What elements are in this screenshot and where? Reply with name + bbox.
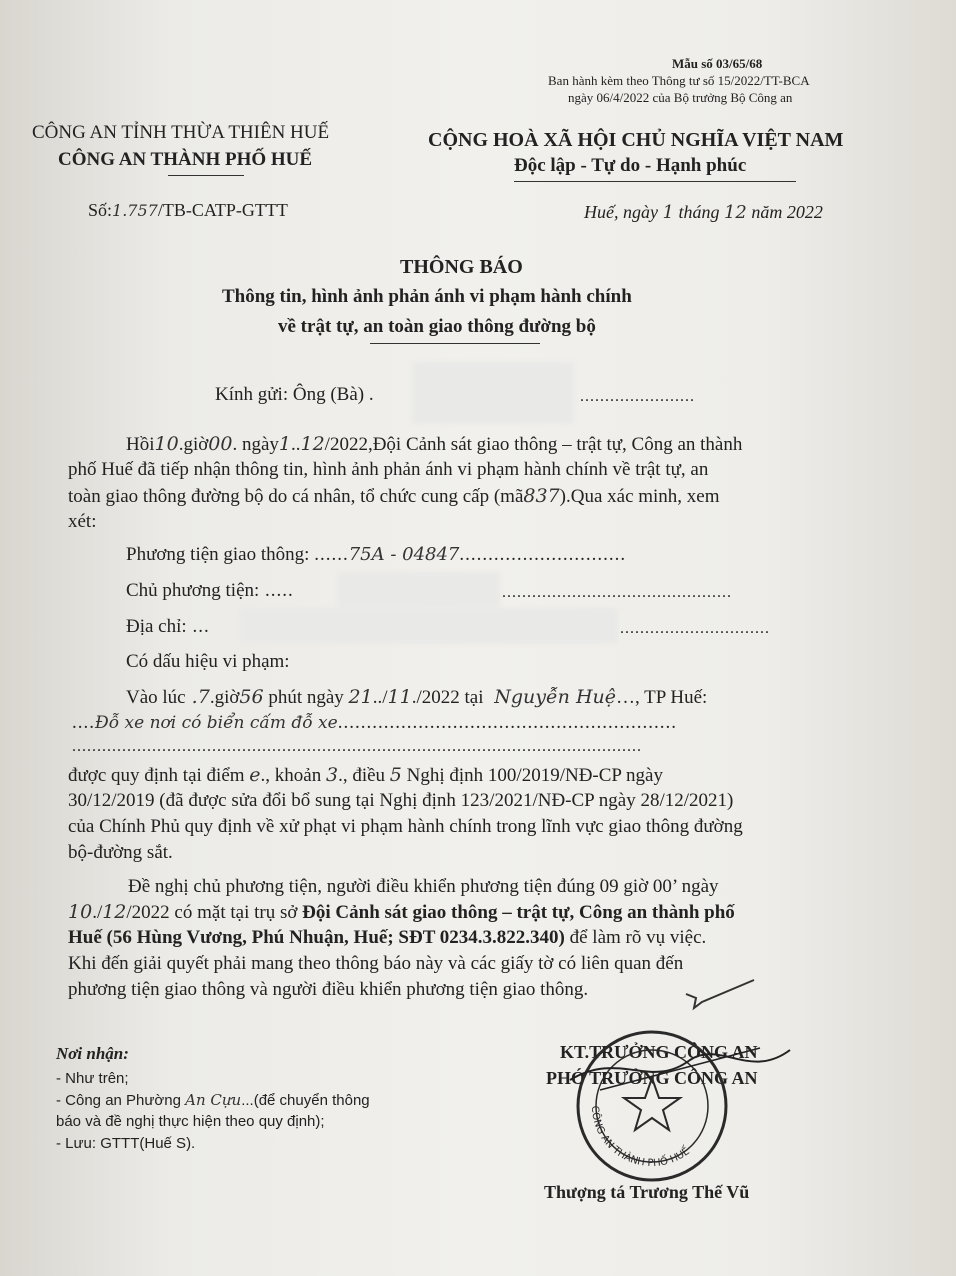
owner-dots: .............................................. [502, 584, 732, 601]
recipient-2-cont: báo và đề nghị thực hiện theo quy định); [56, 1113, 325, 1130]
motto-underline [514, 181, 796, 182]
recipient-2: - Công an Phường An Cựu...(để chuyển thông [56, 1091, 370, 1109]
form-issued-date: ngày 06/4/2022 của Bộ trưởng Bộ Công an [568, 90, 793, 105]
document-number: Số:1.757/TB-CATP-GTTT [88, 200, 288, 220]
document-subtitle-1: Thông tin, hình ảnh phản ánh vi phạm hành chính [222, 286, 632, 307]
violation-blank-line: .................................................................................................................. [72, 738, 642, 755]
vehicle-line: Phương tiện giao thông: ......75A - 04847............................. [126, 544, 627, 565]
owner-label: Chủ phương tiện: ..... [126, 580, 294, 601]
request-line5: phương tiện giao thông và người điều khiển phương tiện giao thông. [68, 979, 589, 1000]
svg-text:CÔNG AN THÀNH PHỐ HUẾ: CÔNG AN THÀNH PHỐ HUẾ [588, 1105, 692, 1170]
violation-label: Có dấu hiệu vi phạm: [126, 651, 290, 672]
request-line2: 10./12/2022 có mặt tại trụ sở Đội Cảnh sát giao thông – trật tự, Công an thành phố [68, 901, 735, 923]
agency-name: CÔNG AN THÀNH PHỐ HUẾ [58, 149, 313, 170]
nation-motto: Độc lập - Tự do - Hạnh phúc [514, 155, 747, 176]
license-plate: 75A - 04847 [348, 544, 460, 565]
checkmark-scribble-icon [680, 968, 760, 1018]
addressee-dots: ....................... [580, 388, 695, 405]
violation-description: ....Đỗ xe nơi có biển cấm đỗ xe........................................................... [72, 712, 677, 733]
subtitle-underline [370, 343, 540, 344]
redacted-address [240, 608, 618, 644]
agency-underline [168, 175, 244, 176]
addressee-label: Kính gửi: Ông (Bà) . [215, 384, 374, 405]
document-number-handwritten: 1.757 [112, 201, 158, 220]
recipient-3: - Lưu: GTTT(Huế S). [56, 1135, 196, 1152]
form-number: Mẫu số 03/65/68 [672, 56, 763, 71]
nation-title: CỘNG HOÀ XÃ HỘI CHỦ NGHĨA VIỆT NAM [428, 129, 844, 151]
legal-basis-line4: bộ-đường sắt. [68, 842, 173, 863]
signer-name: Thượng tá Trương Thế Vũ [544, 1182, 750, 1202]
received-time-line: Hồi10.giờ00. ngày1..12/2022,Đội Cảnh sát giao thông – trật tự, Công an thành [126, 433, 743, 455]
document-title: THÔNG BÁO [400, 256, 523, 278]
redacted-owner [338, 572, 500, 608]
para1-line2: phố Huế đã tiếp nhận thông tin, hình ảnh phản ánh vi phạm hành chính về trật tự, an [68, 459, 709, 480]
form-issued-by: Ban hành kèm theo Thông tư số 15/2022/TT-BCA [548, 73, 810, 88]
request-line4: Khi đến giải quyết phải mang theo thông báo này và các giấy tờ có liên quan đến [68, 953, 684, 974]
request-line1: Đề nghị chủ phương tiện, người điều khiển phương tiện đúng 09 giờ 00’ ngày [128, 876, 719, 897]
recipient-1: - Như trên; [56, 1070, 129, 1087]
request-line3: Huế (56 Hùng Vương, Phú Nhuận, Huế; SĐT 0234.3.822.340) để làm rõ vụ việc. [68, 927, 707, 948]
legal-basis-line3: của Chính Phủ quy định về xử phạt vi phạm hành chính trong lĩnh vực giao thông đường [68, 816, 743, 837]
legal-basis-line: được quy định tại điểm e., khoản 3., điều 5 Nghị định 100/2019/NĐ-CP ngày [68, 764, 663, 786]
signer-title-1: KT.TRƯỞNG CÔNG AN [560, 1042, 758, 1062]
violation-place: Nguyễn Huệ [494, 686, 617, 708]
violation-time-line: Vào lúc .7.giờ56 phút ngày 21../11./2022 tại Nguyễn Huệ…, TP Huế: [126, 686, 708, 708]
document-subtitle-2: về trật tự, an toàn giao thông đường bộ [278, 316, 596, 337]
signature-scribble-icon [560, 1040, 820, 1100]
para1-line4: xét: [68, 511, 97, 532]
address-dots: .............................. [620, 620, 770, 637]
address-label: Địa chỉ: ... [126, 616, 210, 637]
recipients-title: Nơi nhận: [56, 1044, 129, 1063]
legal-basis-line2: 30/12/2019 (đã được sửa đổi bổ sung tại Nghị định 123/2021/NĐ-CP ngày 28/12/2021) [68, 790, 734, 811]
agency-parent: CÔNG AN TỈNH THỪA THIÊN HUẾ [32, 122, 330, 143]
para1-line3: toàn giao thông đường bộ do cá nhân, tổ chức cung cấp (mã837).Qua xác minh, xem [68, 485, 720, 507]
redacted-addressee [412, 362, 574, 424]
signer-title-2: PHÓ TRƯỞNG CÔNG AN [546, 1068, 758, 1088]
issue-date: Huế, ngày 1 tháng 12 năm 2022 [584, 202, 823, 223]
